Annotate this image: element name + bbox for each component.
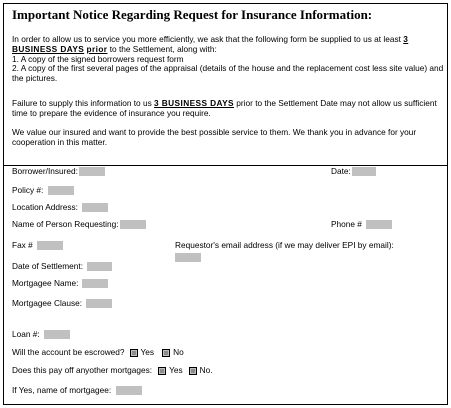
fax-row <box>12 240 63 250</box>
requirement-item-1: 1. A copy of the signed borrowers request form <box>12 53 184 64</box>
escrow-row <box>12 347 184 357</box>
business-days-emphasis: 3 BUSINESS DAYS <box>12 34 409 54</box>
loan-row <box>12 329 70 339</box>
location-row <box>12 202 108 212</box>
borrower-row <box>12 166 105 176</box>
settlement-date-input[interactable] <box>87 262 112 271</box>
policy-row <box>12 185 74 195</box>
fax-input[interactable] <box>37 241 63 250</box>
payoff-question: Does this pay off anyother mortgages: <box>12 365 153 375</box>
mortgagee-clause-row <box>12 298 112 308</box>
notice-paragraph-request: In order to allow us to service you more efficiently, we ask that the following form be supplied to us at least 3 BUSINESS DAYS prior to the Settlement, along with: 1. A copy of the signed borrowers request form 2. A copy of the first several pages of the appraisal (details of the house and the replacement cost less site value) and the pictures. <box>12 34 444 84</box>
payoff-yes-checkbox[interactable] <box>158 367 166 375</box>
mortgagee-name-row <box>12 278 108 288</box>
loan-input[interactable] <box>44 330 70 339</box>
mortgagee-clause-input[interactable] <box>86 299 112 308</box>
escrow-no-label: No <box>173 347 184 357</box>
business-days-emphasis: 3 BUSINESS DAYS <box>154 98 234 108</box>
requirement-item-2: 2. A copy of the first several pages of the appraisal (details of the house and the replacement cost less site value) and the pictures. <box>12 63 444 84</box>
notice-paragraph-failure: Failure to supply this information to us 3 BUSINESS DAYS prior to the Settlement Date may not allow us sufficient time to prepare the evidence of insurance you require. <box>12 98 437 118</box>
settlement-label: Date of Settlement: <box>12 261 84 271</box>
mortgagee-clause-label: Mortgagee Clause: <box>12 298 83 308</box>
date-label: Date: <box>331 166 351 176</box>
insurance-request-form <box>3 3 448 405</box>
mortgagee-input[interactable] <box>116 386 142 395</box>
mortgagee-name-label: Mortgagee Name: <box>12 278 79 288</box>
policy-input[interactable] <box>48 186 74 195</box>
phone-input[interactable] <box>366 220 392 229</box>
requester-input[interactable] <box>120 220 146 229</box>
prior-emphasis: prior <box>86 43 108 54</box>
phone-label: Phone # <box>331 219 362 229</box>
settlement-row <box>12 261 112 271</box>
date-input[interactable] <box>352 167 376 176</box>
payoff-yes-label: Yes <box>169 365 183 375</box>
notice-text: In order to allow us to service you more efficiently, we ask that the following form be supplied to us at least <box>12 34 404 44</box>
payoff-no-checkbox[interactable] <box>189 367 197 375</box>
mortgagee-name-input[interactable] <box>82 279 108 288</box>
email-input[interactable] <box>175 253 201 262</box>
borrower-label: Borrower/Insured: <box>12 166 78 176</box>
date-row <box>331 166 376 176</box>
requester-label: Name of Person Requesting: <box>12 219 119 229</box>
location-input[interactable] <box>82 203 108 212</box>
payoff-no-label: No. <box>199 365 213 375</box>
email-row <box>175 240 394 250</box>
notice-section <box>4 4 447 166</box>
escrow-no-checkbox[interactable] <box>162 349 170 357</box>
fax-label: Fax # <box>12 240 33 250</box>
payoff-row <box>12 365 213 375</box>
escrow-yes-label: Yes <box>140 347 155 357</box>
borrower-input[interactable] <box>79 167 105 176</box>
location-label: Location Address: <box>12 202 78 212</box>
mortgagee-label: If Yes, name of mortgagee: <box>12 385 112 395</box>
escrow-question: Will the account be escrowed? <box>12 347 125 357</box>
policy-label: Policy #: <box>12 185 44 195</box>
notice-title: Important Notice Regarding Request for Insurance Information: <box>12 7 373 22</box>
phone-row <box>331 219 392 229</box>
requester-row <box>12 219 146 229</box>
mortgagee-row <box>12 385 142 395</box>
notice-paragraph-thanks: We value our insured and want to provide the best possible service to them. We thank you in advance for your cooperation in this matter. <box>12 127 417 147</box>
escrow-yes-checkbox[interactable] <box>130 349 138 357</box>
loan-label: Loan #: <box>12 329 40 339</box>
email-label: Requestor's email address (if we may deliver EPI by email): <box>175 240 394 250</box>
